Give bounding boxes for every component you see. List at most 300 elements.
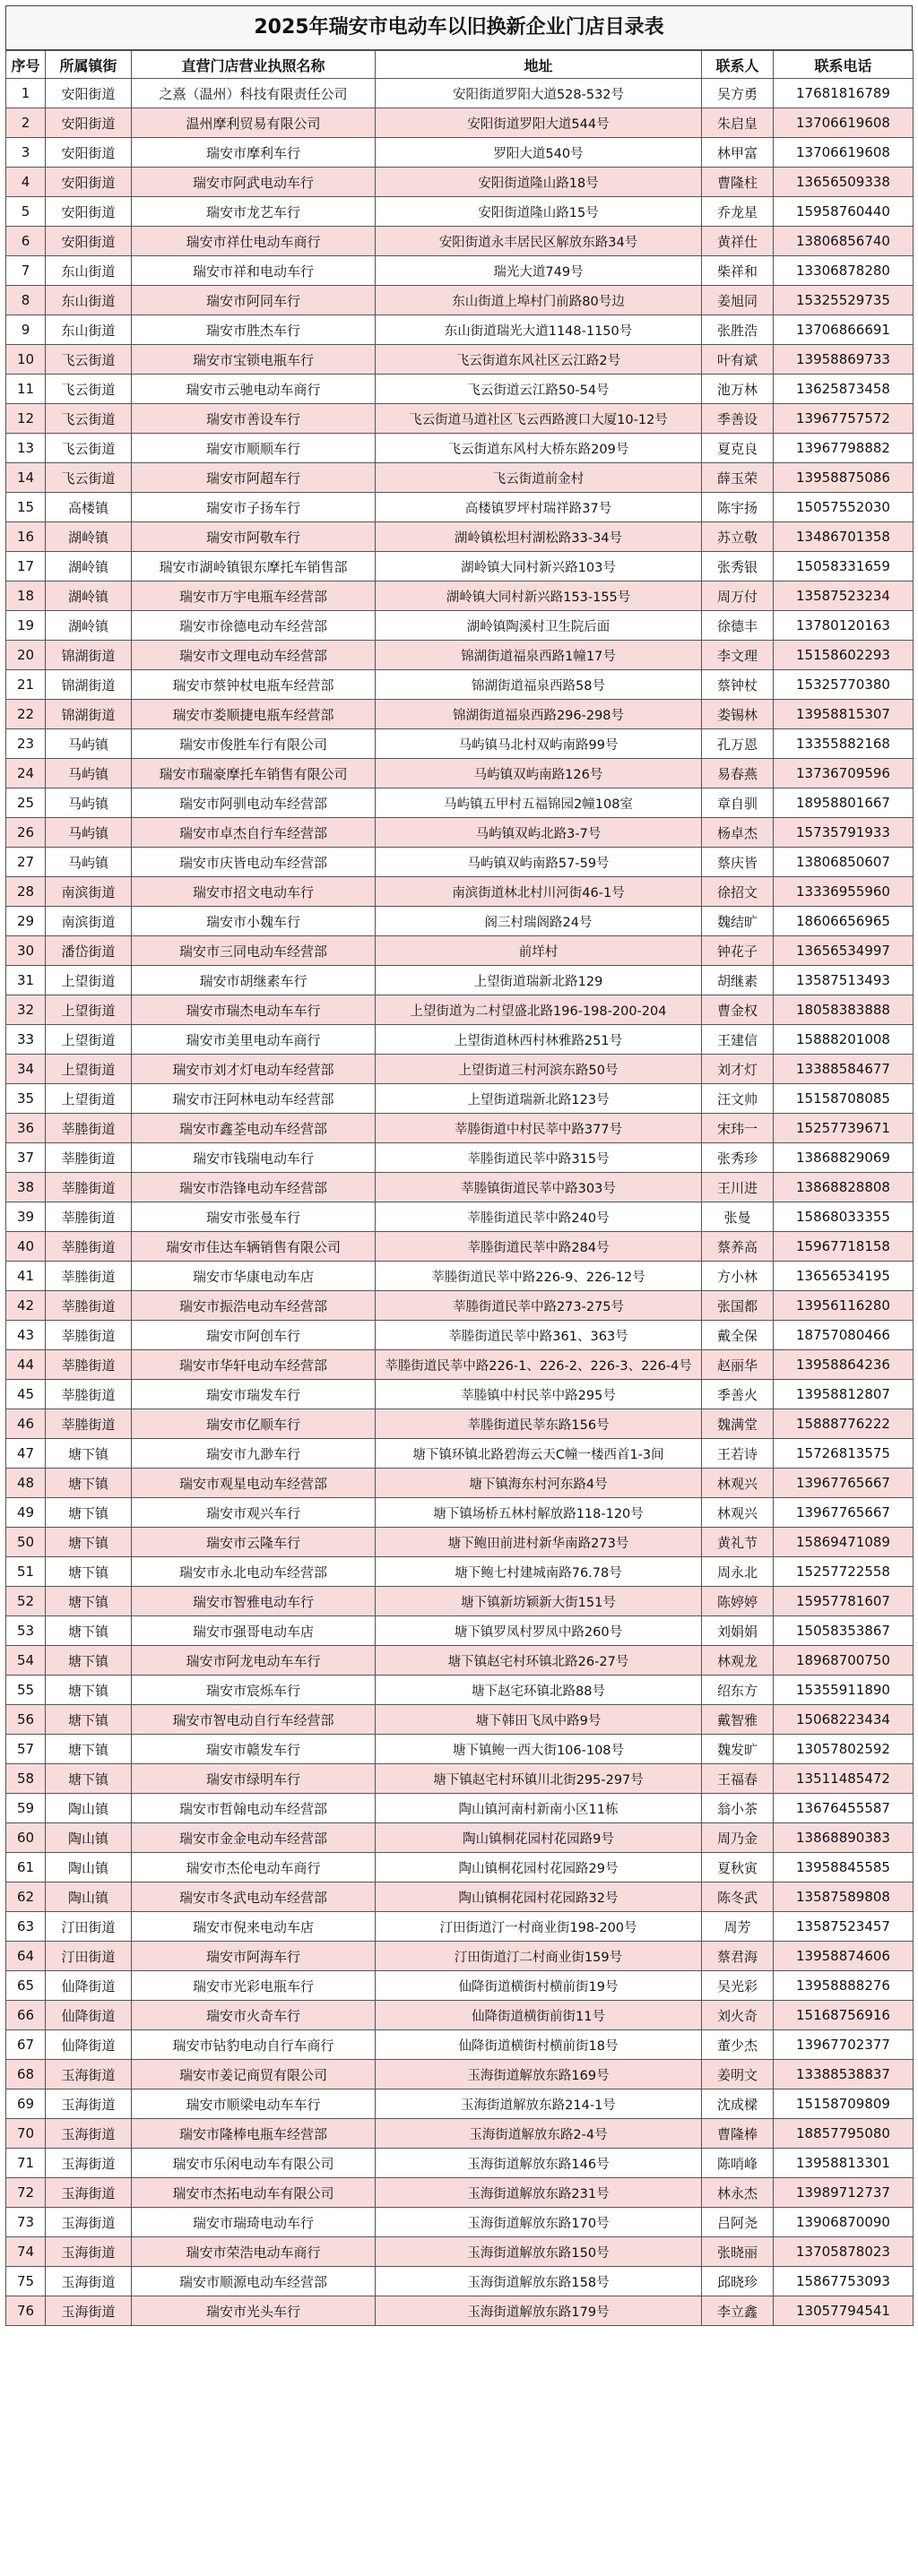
row-store-name: 瑞安市祥和电动车行	[132, 256, 376, 286]
row-address: 南滨街道林北村川河街46-1号	[376, 877, 702, 907]
row-address: 上望街道为二村望盛北路196-198-200-204	[376, 995, 702, 1025]
row-address: 仙降街道横街村横前街19号	[376, 1971, 702, 2001]
row-address: 马屿镇马北村双屿南路99号	[376, 729, 702, 759]
row-phone: 13958813301	[774, 2149, 914, 2178]
table-row	[6, 1616, 914, 1646]
table-row	[6, 1025, 914, 1055]
row-contact: 薛玉荣	[702, 463, 774, 493]
row-phone: 13656534195	[774, 1262, 914, 1291]
table-row	[6, 2296, 914, 2326]
row-phone: 15158708085	[774, 1084, 914, 1114]
row-address: 马屿镇五甲村五福锦园2幢108室	[376, 788, 702, 818]
row-store-name: 瑞安市张曼车行	[132, 1202, 376, 1232]
row-district: 塘下镇	[46, 1735, 132, 1764]
row-district: 玉海街道	[46, 2089, 132, 2119]
row-phone: 13676455587	[774, 1794, 914, 1823]
row-address: 飞云街道东风社区云江路2号	[376, 345, 702, 375]
table-row	[6, 2060, 914, 2089]
row-number: 8	[6, 286, 46, 315]
row-contact: 徐德丰	[702, 611, 774, 641]
row-number: 55	[6, 1676, 46, 1705]
row-address: 前垟村	[376, 936, 702, 966]
row-phone: 15888201008	[774, 1025, 914, 1055]
row-address: 马屿镇双屿南路57-59号	[376, 848, 702, 877]
table-row	[6, 1114, 914, 1143]
row-contact: 苏立敬	[702, 522, 774, 552]
row-address: 飞云街道东风村大桥东路209号	[376, 434, 702, 463]
row-contact: 蔡庆皆	[702, 848, 774, 877]
row-district: 上望街道	[46, 995, 132, 1025]
row-contact: 黄礼节	[702, 1528, 774, 1557]
row-number: 66	[6, 2001, 46, 2030]
row-district: 仙降街道	[46, 2030, 132, 2060]
row-address: 飞云街道前金村	[376, 463, 702, 493]
table-row	[6, 2267, 914, 2296]
header-cell: 序号	[6, 51, 46, 79]
row-address: 莘塍街道民莘中路315号	[376, 1143, 702, 1173]
row-number: 53	[6, 1616, 46, 1646]
row-phone: 13868829069	[774, 1143, 914, 1173]
row-number: 10	[6, 345, 46, 375]
row-contact: 章自驯	[702, 788, 774, 818]
row-store-name: 瑞安市华康电动车店	[132, 1262, 376, 1291]
row-store-name: 瑞安市火奇车行	[132, 2001, 376, 2030]
row-contact: 叶有斌	[702, 345, 774, 375]
row-address: 仙降街道横街前街11号	[376, 2001, 702, 2030]
row-phone: 15057552030	[774, 493, 914, 522]
row-district: 塘下镇	[46, 1469, 132, 1498]
row-store-name: 瑞安市摩利车行	[132, 138, 376, 168]
row-phone: 13706619608	[774, 138, 914, 168]
table-row	[6, 1735, 914, 1764]
row-district: 锦湖街道	[46, 670, 132, 700]
row-phone: 13958888276	[774, 1971, 914, 2001]
row-contact: 李立鑫	[702, 2296, 774, 2326]
row-phone: 13388584677	[774, 1055, 914, 1084]
row-phone: 13967757572	[774, 404, 914, 434]
row-store-name: 瑞安市俊胜车行有限公司	[132, 729, 376, 759]
table-row	[6, 552, 914, 582]
store-table	[5, 50, 914, 2326]
table-row	[6, 759, 914, 788]
row-phone: 13868828808	[774, 1173, 914, 1202]
row-contact: 柴祥和	[702, 256, 774, 286]
row-address: 玉海街道解放东路158号	[376, 2267, 702, 2296]
row-contact: 曹隆棒	[702, 2119, 774, 2149]
row-number: 24	[6, 759, 46, 788]
row-district: 安阳街道	[46, 79, 132, 108]
row-contact: 董少杰	[702, 2030, 774, 2060]
row-address: 高楼镇罗坪村瑞祥路37号	[376, 493, 702, 522]
row-contact: 周芳	[702, 1912, 774, 1942]
row-district: 莘塍街道	[46, 1232, 132, 1262]
row-address: 塘下赵宅环镇北路88号	[376, 1676, 702, 1705]
table-row	[6, 1794, 914, 1823]
row-store-name: 瑞安市强哥电动车店	[132, 1616, 376, 1646]
table-row	[6, 1853, 914, 1882]
row-contact: 夏秋寅	[702, 1853, 774, 1882]
table-row	[6, 1528, 914, 1557]
row-store-name: 瑞安市杰伦电动车商行	[132, 1853, 376, 1882]
table-row	[6, 1173, 914, 1202]
row-district: 莘塍街道	[46, 1262, 132, 1291]
table-row	[6, 641, 914, 670]
table-row	[6, 375, 914, 404]
row-address: 飞云街道马道社区飞云西路渡口大厦10-12号	[376, 404, 702, 434]
row-store-name: 瑞安市娄顺捷电瓶车经营部	[132, 700, 376, 729]
row-address: 汀田街道汀一村商业街198-200号	[376, 1912, 702, 1942]
row-number: 18	[6, 582, 46, 611]
row-district: 莘塍街道	[46, 1380, 132, 1409]
row-number: 22	[6, 700, 46, 729]
row-phone: 15957781607	[774, 1587, 914, 1616]
row-number: 75	[6, 2267, 46, 2296]
row-number: 43	[6, 1321, 46, 1350]
row-phone: 13587523457	[774, 1912, 914, 1942]
row-phone: 13587589808	[774, 1882, 914, 1912]
row-phone: 13388538837	[774, 2060, 914, 2089]
row-store-name: 瑞安市美里电动车商行	[132, 1025, 376, 1055]
table-row	[6, 256, 914, 286]
row-phone: 13868890383	[774, 1823, 914, 1853]
row-phone: 13967702377	[774, 2030, 914, 2060]
row-address: 塘下镇鲍一西大街106-108号	[376, 1735, 702, 1764]
page-title: 2025年瑞安市电动车以旧换新企业门店目录表	[5, 5, 913, 50]
row-district: 上望街道	[46, 1025, 132, 1055]
row-contact: 易春燕	[702, 759, 774, 788]
row-store-name: 瑞安市华轩电动车经营部	[132, 1350, 376, 1380]
row-district: 塘下镇	[46, 1764, 132, 1794]
row-phone: 15967718158	[774, 1232, 914, 1262]
table-row	[6, 493, 914, 522]
row-district: 高楼镇	[46, 493, 132, 522]
row-number: 62	[6, 1882, 46, 1912]
row-number: 45	[6, 1380, 46, 1409]
row-contact: 张胜浩	[702, 315, 774, 345]
row-address: 莘塍镇街道民莘中路303号	[376, 1173, 702, 1202]
row-store-name: 瑞安市冬武电动车经营部	[132, 1882, 376, 1912]
row-district: 莘塍街道	[46, 1350, 132, 1380]
row-number: 46	[6, 1409, 46, 1439]
row-district: 塘下镇	[46, 1528, 132, 1557]
row-number: 76	[6, 2296, 46, 2326]
row-district: 玉海街道	[46, 2208, 132, 2237]
row-phone: 15958760440	[774, 197, 914, 227]
row-contact: 季善火	[702, 1380, 774, 1409]
row-store-name: 瑞安市九渺车行	[132, 1439, 376, 1469]
row-district: 东山街道	[46, 256, 132, 286]
table-row	[6, 729, 914, 759]
table-row	[6, 1646, 914, 1676]
row-number: 16	[6, 522, 46, 552]
row-contact: 林观兴	[702, 1469, 774, 1498]
row-phone: 13806850607	[774, 848, 914, 877]
row-address: 锦湖街道福泉西路58号	[376, 670, 702, 700]
row-phone: 13706866691	[774, 315, 914, 345]
row-contact: 宋玮一	[702, 1114, 774, 1143]
row-district: 塘下镇	[46, 1557, 132, 1587]
row-district: 锦湖街道	[46, 700, 132, 729]
row-contact: 翁小茶	[702, 1794, 774, 1823]
row-store-name: 瑞安市阿敬车行	[132, 522, 376, 552]
row-address: 莘塍街道民莘中路226-9、226-12号	[376, 1262, 702, 1291]
table-row	[6, 434, 914, 463]
row-phone: 13958874606	[774, 1942, 914, 1971]
table-row	[6, 995, 914, 1025]
table-row	[6, 1380, 914, 1409]
row-contact: 绍东方	[702, 1676, 774, 1705]
row-address: 安阳街道隆山路15号	[376, 197, 702, 227]
row-address: 安阳街道永丰居民区解放东路34号	[376, 227, 702, 256]
row-store-name: 瑞安市振浩电动车经营部	[132, 1291, 376, 1321]
row-contact: 魏满堂	[702, 1409, 774, 1439]
row-contact: 陈哨峰	[702, 2149, 774, 2178]
row-contact: 姜旭同	[702, 286, 774, 315]
row-district: 上望街道	[46, 1055, 132, 1084]
row-phone: 13736709596	[774, 759, 914, 788]
row-number: 69	[6, 2089, 46, 2119]
row-phone: 15867753093	[774, 2267, 914, 2296]
row-number: 59	[6, 1794, 46, 1823]
table-row	[6, 168, 914, 197]
row-district: 安阳街道	[46, 227, 132, 256]
row-district: 塘下镇	[46, 1587, 132, 1616]
row-phone: 13806856740	[774, 227, 914, 256]
row-number: 49	[6, 1498, 46, 1528]
row-number: 74	[6, 2237, 46, 2267]
row-district: 安阳街道	[46, 168, 132, 197]
table-row	[6, 818, 914, 848]
row-district: 陶山镇	[46, 1794, 132, 1823]
row-phone: 18857795080	[774, 2119, 914, 2149]
row-number: 39	[6, 1202, 46, 1232]
row-number: 19	[6, 611, 46, 641]
row-district: 南滨街道	[46, 907, 132, 936]
row-contact: 徐招文	[702, 877, 774, 907]
row-store-name: 瑞安市徐德电动车经营部	[132, 611, 376, 641]
row-contact: 王建信	[702, 1025, 774, 1055]
row-phone: 15869471089	[774, 1528, 914, 1557]
row-phone: 13705878023	[774, 2237, 914, 2267]
row-number: 5	[6, 197, 46, 227]
row-phone: 13625873458	[774, 375, 914, 404]
row-district: 莘塍街道	[46, 1114, 132, 1143]
row-contact: 夏克良	[702, 434, 774, 463]
row-district: 汀田街道	[46, 1942, 132, 1971]
row-district: 湖岭镇	[46, 582, 132, 611]
row-number: 20	[6, 641, 46, 670]
row-district: 飞云街道	[46, 463, 132, 493]
row-store-name: 瑞安市绿明车行	[132, 1764, 376, 1794]
row-contact: 魏结旷	[702, 907, 774, 936]
row-store-name: 瑞安市赣发车行	[132, 1735, 376, 1764]
table-row	[6, 1055, 914, 1084]
row-store-name: 温州摩利贸易有限公司	[132, 108, 376, 138]
row-number: 9	[6, 315, 46, 345]
row-store-name: 瑞安市阿同车行	[132, 286, 376, 315]
row-district: 湖岭镇	[46, 611, 132, 641]
row-store-name: 瑞安市阿海车行	[132, 1942, 376, 1971]
row-district: 玉海街道	[46, 2237, 132, 2267]
table-row	[6, 1676, 914, 1705]
row-store-name: 瑞安市金金电动车经营部	[132, 1823, 376, 1853]
row-district: 陶山镇	[46, 1853, 132, 1882]
row-phone: 18058383888	[774, 995, 914, 1025]
row-phone: 13958815307	[774, 700, 914, 729]
row-district: 莘塍街道	[46, 1291, 132, 1321]
table-row	[6, 877, 914, 907]
row-district: 莘塍街道	[46, 1202, 132, 1232]
row-address: 玉海街道解放东路179号	[376, 2296, 702, 2326]
row-number: 57	[6, 1735, 46, 1764]
table-row	[6, 788, 914, 818]
row-number: 37	[6, 1143, 46, 1173]
row-phone: 13706619608	[774, 108, 914, 138]
row-phone: 15355911890	[774, 1676, 914, 1705]
row-store-name: 瑞安市浩锋电动车经营部	[132, 1173, 376, 1202]
row-store-name: 瑞安市顺顺车行	[132, 434, 376, 463]
row-contact: 娄锡林	[702, 700, 774, 729]
row-district: 莘塍街道	[46, 1173, 132, 1202]
row-contact: 王福春	[702, 1764, 774, 1794]
table-row	[6, 611, 914, 641]
row-number: 4	[6, 168, 46, 197]
table-row	[6, 907, 914, 936]
row-address: 玉海街道解放东路214-1号	[376, 2089, 702, 2119]
row-phone: 13956116280	[774, 1291, 914, 1321]
table-row	[6, 2149, 914, 2178]
row-store-name: 瑞安市荣浩电动车商行	[132, 2237, 376, 2267]
row-phone: 15158709809	[774, 2089, 914, 2119]
row-contact: 方小林	[702, 1262, 774, 1291]
row-district: 上望街道	[46, 1084, 132, 1114]
row-address: 陶山镇桐花园村花园路29号	[376, 1853, 702, 1882]
row-district: 东山街道	[46, 286, 132, 315]
row-contact: 池万林	[702, 375, 774, 404]
table-row	[6, 197, 914, 227]
row-district: 莘塍街道	[46, 1321, 132, 1350]
row-store-name: 瑞安市杰拓电动车有限公司	[132, 2178, 376, 2208]
row-contact: 吴光彩	[702, 1971, 774, 2001]
row-district: 飞云街道	[46, 434, 132, 463]
row-address: 锦湖街道福泉西路1幢17号	[376, 641, 702, 670]
row-phone: 13587513493	[774, 966, 914, 995]
table-row	[6, 1262, 914, 1291]
row-contact: 戴智雅	[702, 1705, 774, 1735]
row-contact: 王若诗	[702, 1439, 774, 1469]
row-store-name: 瑞安市瑞琦电动车行	[132, 2208, 376, 2237]
row-contact: 朱启皇	[702, 108, 774, 138]
row-address: 塘下镇赵宅村环镇北路26-27号	[376, 1646, 702, 1676]
row-number: 12	[6, 404, 46, 434]
row-district: 汀田街道	[46, 1912, 132, 1942]
row-address: 飞云街道云江路50-54号	[376, 375, 702, 404]
row-phone: 13486701358	[774, 522, 914, 552]
row-contact: 张秀珍	[702, 1143, 774, 1173]
row-address: 莘塍街道民莘东路156号	[376, 1409, 702, 1439]
table-row	[6, 1971, 914, 2001]
row-address: 陶山镇桐花园村花园路32号	[376, 1882, 702, 1912]
row-number: 34	[6, 1055, 46, 1084]
row-phone: 13906870090	[774, 2208, 914, 2237]
row-number: 58	[6, 1764, 46, 1794]
row-number: 27	[6, 848, 46, 877]
table-row	[6, 1202, 914, 1232]
row-address: 湖岭镇大同村新兴路153-155号	[376, 582, 702, 611]
table-row	[6, 2237, 914, 2267]
row-phone: 15325529735	[774, 286, 914, 315]
row-address: 塘下鲍七村建城南路76.78号	[376, 1557, 702, 1587]
row-phone: 13306878280	[774, 256, 914, 286]
row-district: 玉海街道	[46, 2149, 132, 2178]
row-phone: 13656509338	[774, 168, 914, 197]
table-row	[6, 2208, 914, 2237]
row-store-name: 瑞安市善设车行	[132, 404, 376, 434]
row-contact: 汪文帅	[702, 1084, 774, 1114]
table-row	[6, 1942, 914, 1971]
row-contact: 钟花子	[702, 936, 774, 966]
row-phone: 13967765667	[774, 1469, 914, 1498]
row-address: 湖岭镇松坦村湖松路33-34号	[376, 522, 702, 552]
row-contact: 陈宇扬	[702, 493, 774, 522]
row-number: 52	[6, 1587, 46, 1616]
row-number: 7	[6, 256, 46, 286]
table-row	[6, 227, 914, 256]
row-contact: 张国都	[702, 1291, 774, 1321]
row-number: 56	[6, 1705, 46, 1735]
row-store-name: 瑞安市瑞豪摩托车销售有限公司	[132, 759, 376, 788]
table-row	[6, 1439, 914, 1469]
row-number: 50	[6, 1528, 46, 1557]
row-number: 36	[6, 1114, 46, 1143]
row-address: 玉海街道解放东路150号	[376, 2237, 702, 2267]
row-contact: 林观龙	[702, 1646, 774, 1676]
row-store-name: 瑞安市祥仕电动车商行	[132, 227, 376, 256]
row-contact: 张晓丽	[702, 2237, 774, 2267]
row-phone: 13336955960	[774, 877, 914, 907]
row-store-name: 瑞安市庆皆电动车经营部	[132, 848, 376, 877]
row-address: 塘下镇海东村河东路4号	[376, 1469, 702, 1498]
row-contact: 张曼	[702, 1202, 774, 1232]
row-number: 68	[6, 2060, 46, 2089]
row-number: 70	[6, 2119, 46, 2149]
row-district: 仙降街道	[46, 1971, 132, 2001]
row-district: 南滨街道	[46, 877, 132, 907]
row-district: 玉海街道	[46, 2119, 132, 2149]
row-store-name: 瑞安市龙艺车行	[132, 197, 376, 227]
row-store-name: 瑞安市乐闲电动车有限公司	[132, 2149, 376, 2178]
row-number: 44	[6, 1350, 46, 1380]
row-store-name: 瑞安市观兴车行	[132, 1498, 376, 1528]
row-number: 11	[6, 375, 46, 404]
row-store-name: 瑞安市小魏车行	[132, 907, 376, 936]
row-address: 上望街道瑞新北路123号	[376, 1084, 702, 1114]
row-address: 莘塍街道民莘中路273-275号	[376, 1291, 702, 1321]
row-address: 玉海街道解放东路231号	[376, 2178, 702, 2208]
row-store-name: 瑞安市湖岭镇银东摩托车销售部	[132, 552, 376, 582]
row-contact: 刘火奇	[702, 2001, 774, 2030]
row-address: 阁三村瑞阁路24号	[376, 907, 702, 936]
row-address: 安阳街道隆山路18号	[376, 168, 702, 197]
row-store-name: 瑞安市亿顺车行	[132, 1409, 376, 1439]
row-phone: 18958801667	[774, 788, 914, 818]
row-contact: 王川进	[702, 1173, 774, 1202]
table-row	[6, 315, 914, 345]
table-row	[6, 404, 914, 434]
row-store-name: 瑞安市汪阿林电动车经营部	[132, 1084, 376, 1114]
header-cell: 直营门店营业执照名称	[132, 51, 376, 79]
table-row	[6, 1882, 914, 1912]
